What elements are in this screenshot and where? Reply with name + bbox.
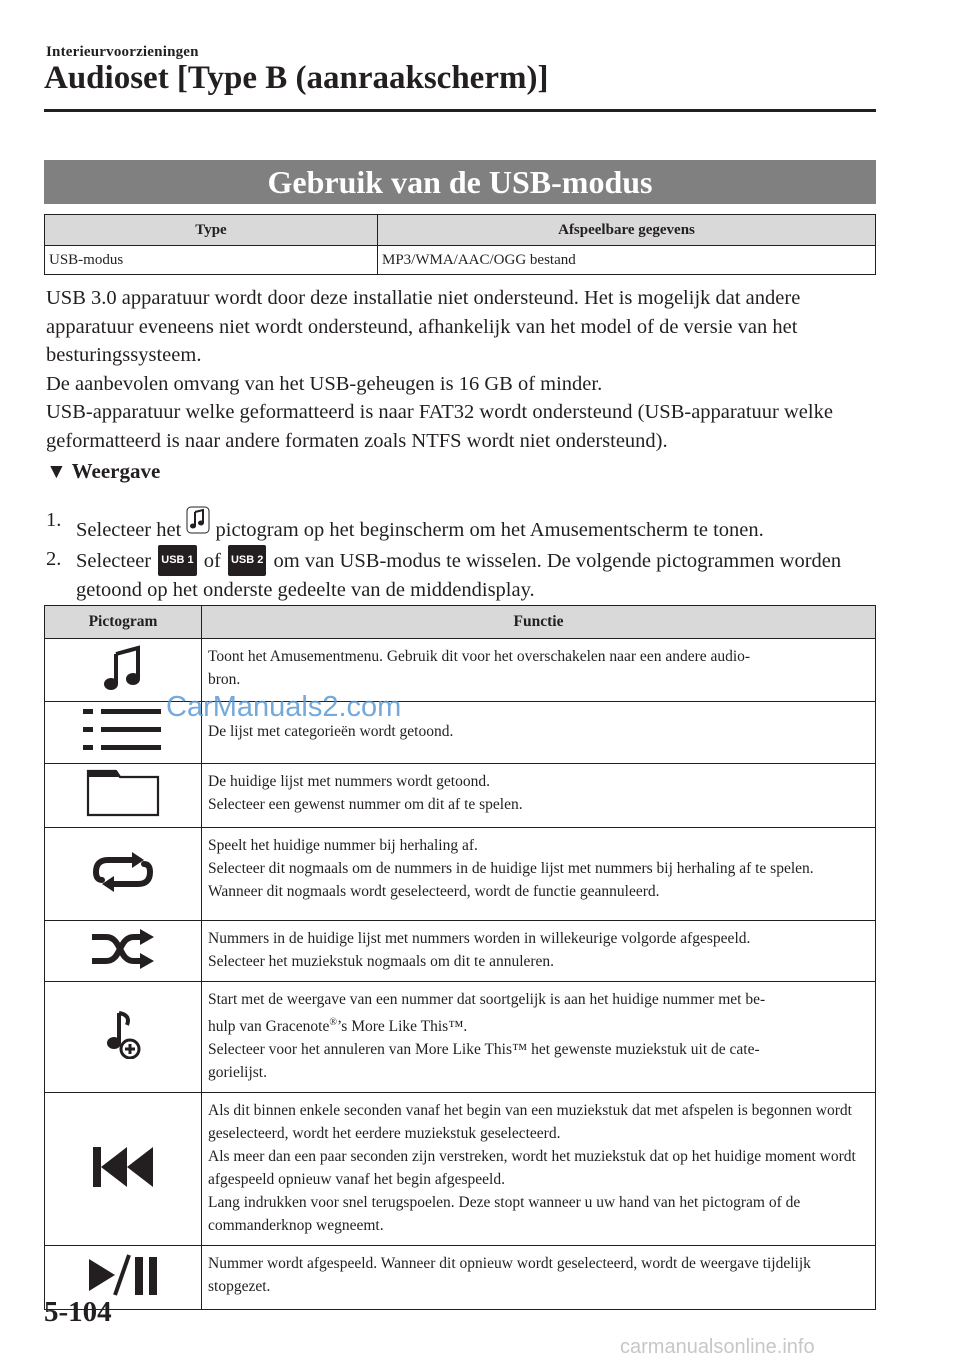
table-row: Nummers in de huidige lijst met nummers worden in willekeurige volgorde afgespeeld. Selecteer het muziekstuk nogmaals om dit te annuleren. <box>45 921 876 982</box>
type-header: Type <box>45 215 378 246</box>
type-table <box>44 214 876 275</box>
intro-text <box>46 284 876 455</box>
music-note-icon <box>103 644 143 692</box>
subsection-title: Weergave <box>71 459 161 483</box>
pictogram-header: Pictogram <box>45 606 202 639</box>
type-cell: USB-modus <box>45 246 378 275</box>
paragraph: USB 3.0 apparatuur wordt door deze installatie niet ondersteund. Het is mogelijk dat andere apparatuur eveneens niet wordt ondersteund, afhankelijk van het model of de versie van het besturingssysteem. <box>46 287 801 366</box>
playable-data-header: Afspeelbare gegevens <box>378 215 876 246</box>
more-like-this-icon <box>105 1011 141 1059</box>
table-row: Nummer wordt afgespeeld. Wanneer dit opnieuw wordt geselecteerd, wordt de weergave tijdelijk stopgezet. <box>45 1246 876 1310</box>
play-pause-icon <box>83 1251 163 1299</box>
list-icon <box>83 705 163 755</box>
title-rule <box>44 109 876 112</box>
repeat-icon <box>92 852 154 892</box>
usb1-badge: USB 1 <box>158 545 196 576</box>
paragraph: USB-apparatuur welke geformatteerd is naar FAT32 wordt ondersteund (USB-apparatuur welke geformatteerd is naar andere formaten zoals NTFS wordt niet ondersteund). <box>46 401 833 452</box>
chapter-label: Interieurvoorzieningen <box>46 44 199 60</box>
table-row: Speelt het huidige nummer bij herhaling af. Selecteer dit nogmaals om de nummers in de huidige lijst met nummers bij herhaling af te spelen. Wanneer dit nogmaals wordt geselecteerd, wordt de functie geannuleerd. <box>45 828 876 921</box>
folder-icon <box>86 769 160 817</box>
table-row: De huidige lijst met nummers wordt getoond. Selecteer een gewenst nummer om dit af te spelen. <box>45 764 876 828</box>
table-row: De lijst met categorieën wordt getoond. <box>45 702 876 764</box>
page-title: Audioset [Type B (aanraakscherm)] <box>44 60 549 96</box>
table-row: Start met de weergave van een nummer dat soortgelijk is aan het huidige nummer met be- hulp van Gracenote®’s More Like This™. Selecteer voor het annuleren van More Like This™ het gewenste muziekstuk uit de cate- gorielijst. <box>45 982 876 1093</box>
previous-track-icon <box>91 1145 155 1189</box>
shuffle-icon <box>90 929 156 969</box>
steps-list <box>46 506 876 605</box>
step-1: 1. Selecteer het pictogram op het beginscherm om het Amusementscherm te tonen. <box>46 506 876 545</box>
usb2-badge: USB 2 <box>228 545 266 576</box>
function-header: Functie <box>202 606 876 639</box>
triangle-marker-icon: ▼ <box>46 459 67 483</box>
table-row: Toont het Amusementmenu. Gebruik dit voor het overschakelen naar een andere audio- bron. <box>45 639 876 702</box>
subsection-heading <box>46 459 160 484</box>
table-row: Als dit binnen enkele seconden vanaf het begin van een muziekstuk dat met afspelen is begonnen wordt geselecteerd, wordt het eerdere muziekstuk geselecteerd. Als meer dan een paar seconden zijn verstreken, wordt het muziekstuk dat op het huidige moment wordt afgespeeld opnieuw vanaf het begin afgespeeld. Lang indrukken voor snel terugspoelen. Deze stopt wanneer u uw hand van het pictogram of de commanderknop wegneemt. <box>45 1093 876 1246</box>
section-banner: Gebruik van de USB-modus <box>44 160 876 204</box>
table-row <box>45 246 876 275</box>
paragraph: De aanbevolen omvang van het USB-geheugen is 16 GB of minder. <box>46 372 603 395</box>
step-2: 2. Selecteer USB 1 of USB 2 om van USB-modus te wisselen. De volgende pictogrammen worden getoond op het onderste gedeelte van de middendisplay. <box>46 545 876 605</box>
music-note-icon <box>186 506 210 534</box>
watermark: CarManuals2.com <box>166 691 402 723</box>
page-number: 5-104 <box>44 1296 112 1328</box>
playable-data-cell: MP3/WMA/AAC/OGG bestand <box>378 246 876 275</box>
footer-site-watermark: carmanualsonline.info <box>620 1336 815 1358</box>
